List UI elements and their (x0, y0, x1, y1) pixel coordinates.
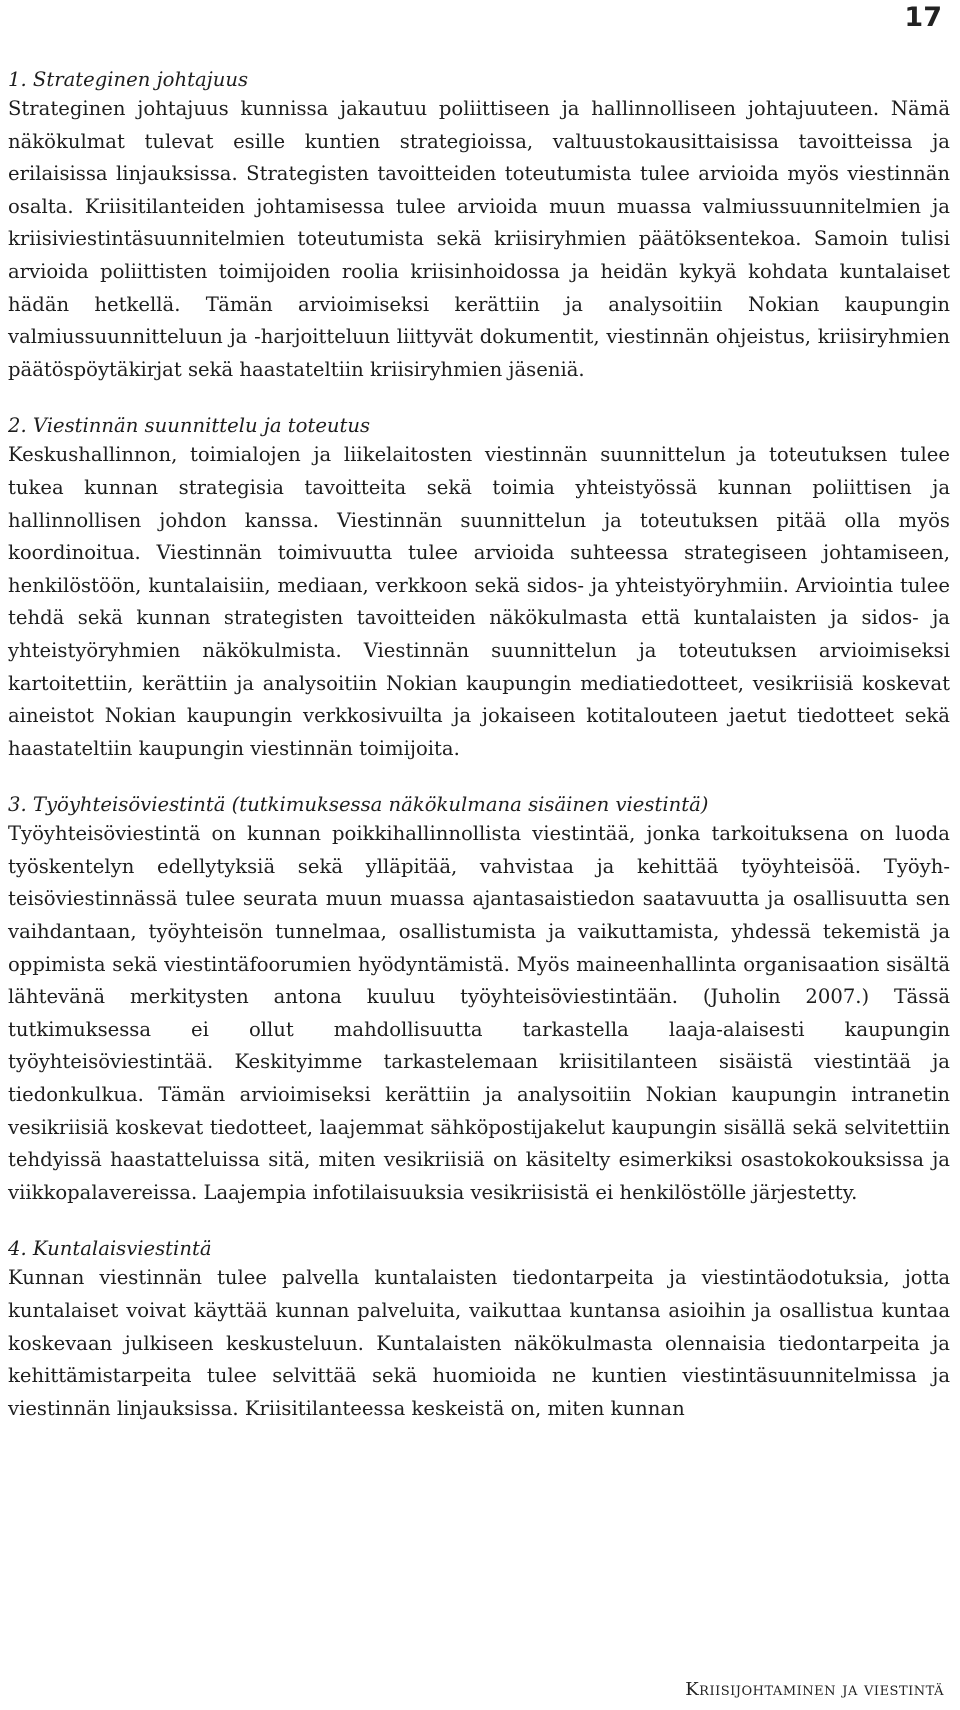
section-heading: 3. Työyhteisöviestintä (tutkimuksessa näkökulmana sisäinen viestintä) (8, 793, 709, 817)
section-paragraph: Keskushallinnon, toimialojen ja liikelaitosten viestinnän suunnittelun ja toteutuksen tulee tukea kunnan strategisia tavoitteita sekä toimia yhteistyössä kunnan poliittisen ja hallinnollisen johdon kanssa. Viestinnän suunnittelun ja toteutuksen pitää olla myös koordinoitua. Viestinnän toimivuutta tulee arvioida suhteessa strategiseen johtamiseen, henkilöstöön, kuntalaisiin, mediaan, verkkoon sekä sidos- ja yhteistyöryhmiin. Arviointia tulee tehdä sekä kunnan strategisten tavoitteiden näkökulmasta että kuntalaisten ja sidos- ja yhteistyöryhmien näkökulmista. Viestinnän suunnittelun ja toteutuksen arvioimiseksi kartoitettiin, kerättiin ja analysoitiin Nokian kaupungin mediatiedotteet, vesikriisiä koskevat aineistot Nokian kaupungin verkkosivuilta ja jokaiseen kotitalouteen jaetut tiedotteet sekä haastateltiin kaupungin viestinnän toimijoita. (8, 443, 950, 760)
section-resident-communication (8, 1235, 950, 1425)
section-paragraph: Kunnan viestinnän tulee palvella kuntalaisten tiedontarpeita ja viestintäodotuksia, jotta kuntalaiset voivat käyttää kunnan palveluita, vaikuttaa kuntansa asioihin ja osallistua kuntaa koskevaan julkiseen keskusteluun. Kuntalaisten näkökulmasta olennaisia tiedontarpeita ja kehittämistarpeita tulee selvittää sekä huomioida ne kuntien viestintäsuunnitelmissa ja viestinnän linjauksissa. Kriisitilanteessa keskeistä on, miten kunnan (8, 1266, 950, 1420)
page-number: 17 (904, 2, 942, 33)
document-body (8, 66, 950, 1451)
section-workplace-communication (8, 791, 950, 1209)
running-footer: Kriisijohtaminen ja viestintä (685, 1679, 944, 1700)
section-heading: 1. Strateginen johtajuus (8, 68, 249, 91)
section-paragraph: Työyhteisöviestintä on kunnan poikkihallinnollista viestintää, jonka tarkoituksena on luoda työskentelyn edellytyksiä sekä ylläpitää, vahvistaa ja kehittää työyhteisöä. Työyhteisöviestinnässä tulee seurata muun muassa ajantasaistiedon saatavuutta ja osallisuutta sen vaihdantaan, työyhteisön tunnelmaa, osallistumista ja vaikuttamista, yhdessä tekemistä ja oppimista sekä viestintäfoorumien hyödyntämistä. Myös maineenhallinta organisaation sisältä lähtevänä merkitysten antona kuuluu työyhteisöviestintään. (Juholin 2007.) Tässä tutkimuksessa ei ollut mahdollisuutta tarkastella laaja-alaisesti kaupungin työyhteisöviestintää. Keskityimme tarkastelemaan kriisitilanteen sisäistä viestintää ja tiedonkulkua. Tämän arvioimiseksi kerättiin ja analysoitiin Nokian kaupungin intranetin vesikriisiä koskevat tiedotteet, laajemmat sähköpostijakelut kaupungin sisällä sekä selvitettiin tehdyissä haastatteluissa sitä, miten vesikriisiä on käsitelty esimerkiksi osastokokouksissa ja viikkopalavereissa. Laajempia infotilaisuuksia vesikriisistä ei henkilöstölle järjestetty. (8, 822, 950, 1204)
section-strategic-leadership (8, 66, 950, 386)
section-heading: 4. Kuntalaisviestintä (8, 1237, 212, 1261)
section-paragraph: Strateginen johtajuus kunnissa jakautuu poliittiseen ja hallinnolliseen johtajuuteen. Nämä näkökulmat tulevat esille kuntien strategioissa, valtuustokausittaisissa tavoitteissa ja erilaisissa linjauksissa. Strategisten tavoitteiden toteutumista tulee arvioida myös viestinnän osalta. Kriisitilanteiden johtamisessa tulee arvioida muun muassa valmiussuunnitelmien ja kriisiviestintäsuunnitelmien toteutumista sekä kriisiryhmien päätöksentekoa. Samoin tulisi arvioida poliittisten toimijoiden roolia kriisinhoidossa ja heidän kykyä kohdata kuntalaiset hädän hetkellä. Tämän arvioimiseksi kerättiin ja analysoitiin Nokian kaupungin valmiussuunnitteluun ja -harjoitteluun liittyvät dokumentit, viestinnän ohjeistus, kriisiryhmien päätöspöytäkirjat sekä haastateltiin kriisiryhmien jäseniä. (8, 97, 950, 381)
section-heading: 2. Viestinnän suunnittelu ja toteutus (8, 414, 371, 438)
section-communication-planning (8, 412, 950, 765)
